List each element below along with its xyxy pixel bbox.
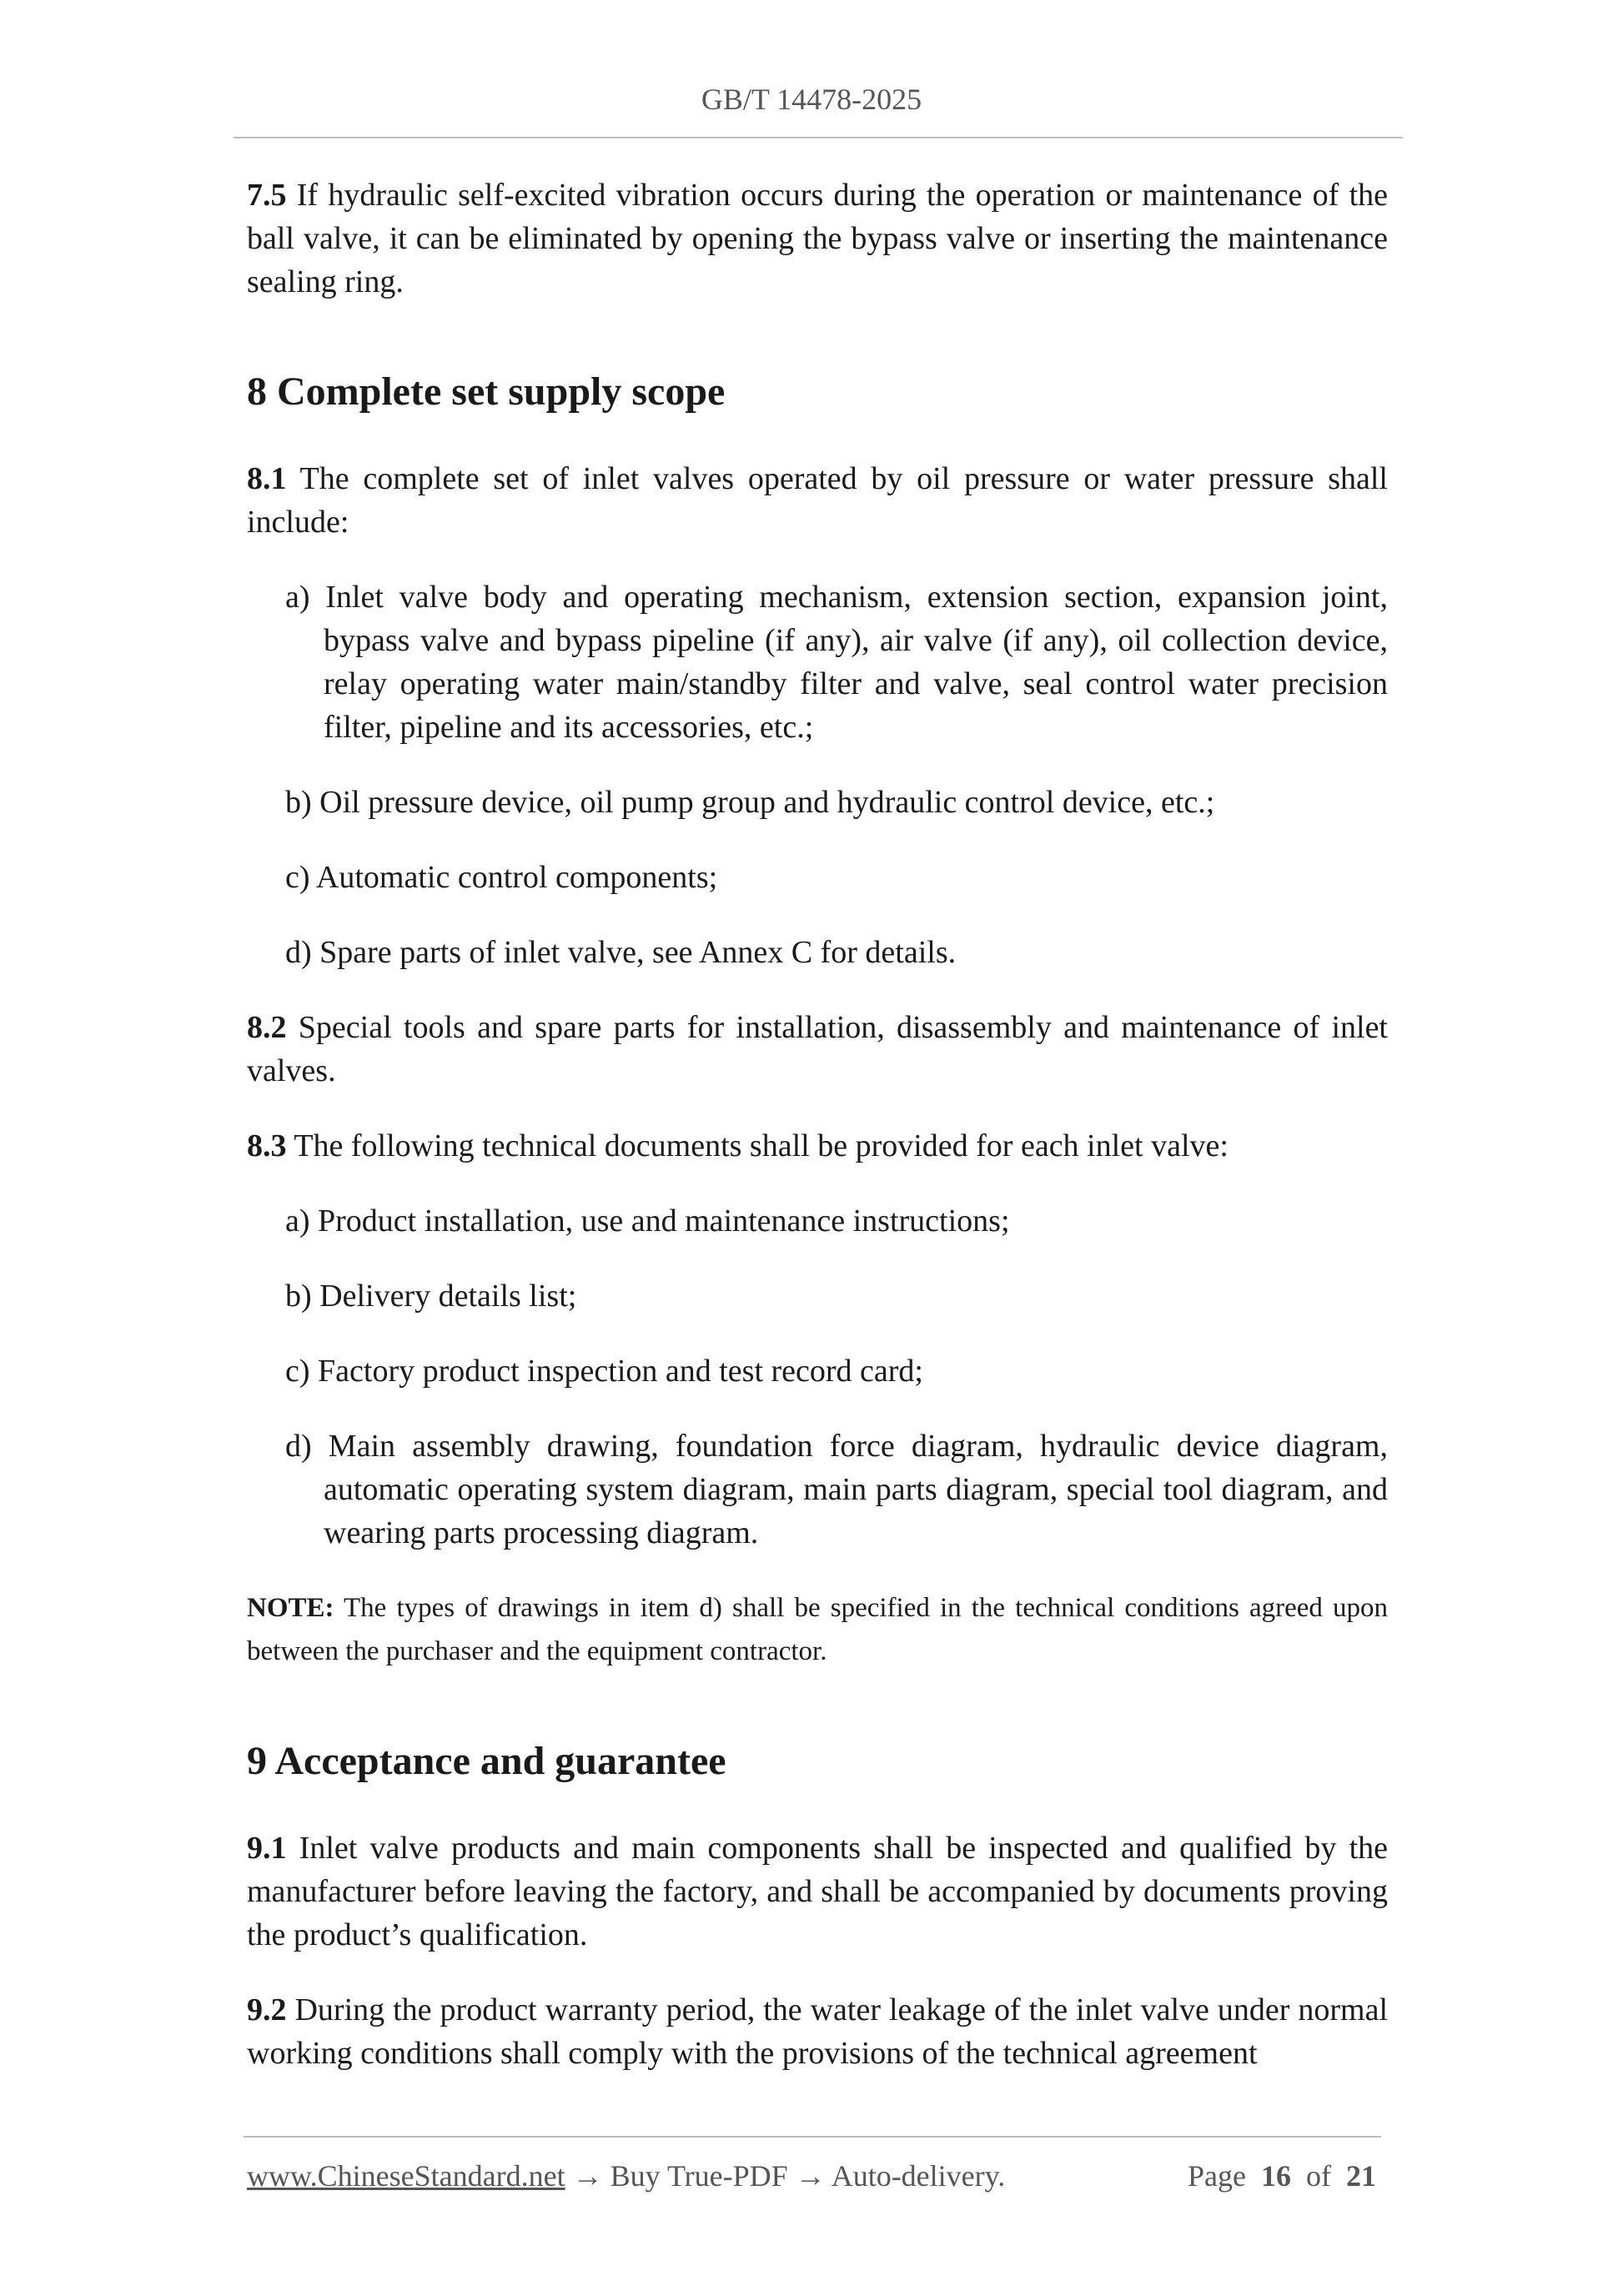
document-body	[247, 173, 1388, 2107]
page-word: Page	[1188, 2159, 1246, 2193]
document-header-code: GB/T 14478-2025	[701, 83, 922, 116]
clause-number: 9.1	[247, 1831, 287, 1866]
clause-text: During the product warranty period, the water leakage of the inlet valve under normal working conditions shall comply with the provisions of the technical agreement	[247, 1992, 1388, 2071]
list-item: b) Delivery details list;	[285, 1279, 577, 1314]
page-number: 16	[1261, 2159, 1291, 2193]
clause-text: If hydraulic self-excited vibration occurs during the operation or maintenance of the ball valve, it can be eliminated by opening the bypass valve or inserting the maintenance sealing ring.	[247, 178, 1388, 299]
list-item: c) Factory product inspection and test record card;	[285, 1354, 923, 1389]
list-item: a) Inlet valve body and operating mechanism, extension section, expansion joint, bypass valve and bypass pipeline (if any), air valve (if any), oil collection device, relay operating water main/standby filter and valve, seal control water precision filter, pipeline and its accessories, etc.;	[285, 580, 1388, 745]
clause-8-3	[247, 1124, 1388, 1168]
clause-number: 8.2	[247, 1010, 287, 1045]
footer-promo	[247, 2158, 1005, 2193]
clause-7-5	[247, 173, 1388, 304]
clause-number: 7.5	[247, 178, 287, 213]
website-link[interactable]: www.ChineseStandard.net	[247, 2159, 565, 2193]
note-paragraph	[247, 1586, 1388, 1673]
page-total: 21	[1346, 2159, 1376, 2193]
note-label: NOTE:	[247, 1593, 334, 1623]
clause-number: 8.3	[247, 1128, 287, 1163]
clause-number: 8.1	[247, 461, 287, 496]
list-item: b) Oil pressure device, oil pump group and hydraulic control device, etc.;	[285, 785, 1215, 820]
clause-text: The complete set of inlet valves operated by oil pressure or water pressure shall include:	[247, 461, 1388, 540]
footer-divider	[244, 2136, 1381, 2138]
footer-promo-text: → Buy True-PDF → Auto-delivery.	[565, 2159, 1006, 2193]
clause-8-2	[247, 1006, 1388, 1093]
page-indicator	[1188, 2158, 1376, 2193]
clause-9-2	[247, 1988, 1388, 2075]
clause-9-1	[247, 1826, 1388, 1957]
clause-number: 9.2	[247, 1992, 287, 2027]
clause-text: Special tools and spare parts for installation, disassembly and maintenance of inlet valves.	[247, 1010, 1388, 1088]
clause-text: The following technical documents shall be provided for each inlet valve:	[286, 1128, 1229, 1163]
section-heading-9: 9 Acceptance and guarantee	[247, 1739, 726, 1783]
note-text: The types of drawings in item d) shall be specified in the technical conditions agreed upon between the purchaser and the equipment contractor.	[247, 1593, 1388, 1666]
list-item: c) Automatic control components;	[285, 860, 718, 895]
clause-text: Inlet valve products and main components shall be inspected and qualified by the manufacturer before leaving the factory, and shall be accompanied by documents proving the product’s qualification.	[247, 1831, 1388, 1952]
clause-8-1	[247, 457, 1388, 544]
list-item: a) Product installation, use and maintenance instructions;	[285, 1203, 1010, 1238]
header-divider	[234, 137, 1403, 138]
of-word: of	[1306, 2159, 1331, 2193]
list-item: d) Spare parts of inlet valve, see Annex C for details.	[285, 935, 957, 970]
section-heading-8: 8 Complete set supply scope	[247, 369, 726, 414]
list-item: d) Main assembly drawing, foundation force diagram, hydraulic device diagram, automatic operating system diagram, main parts diagram, special tool diagram, and wearing parts processing diagram.	[285, 1429, 1388, 1550]
